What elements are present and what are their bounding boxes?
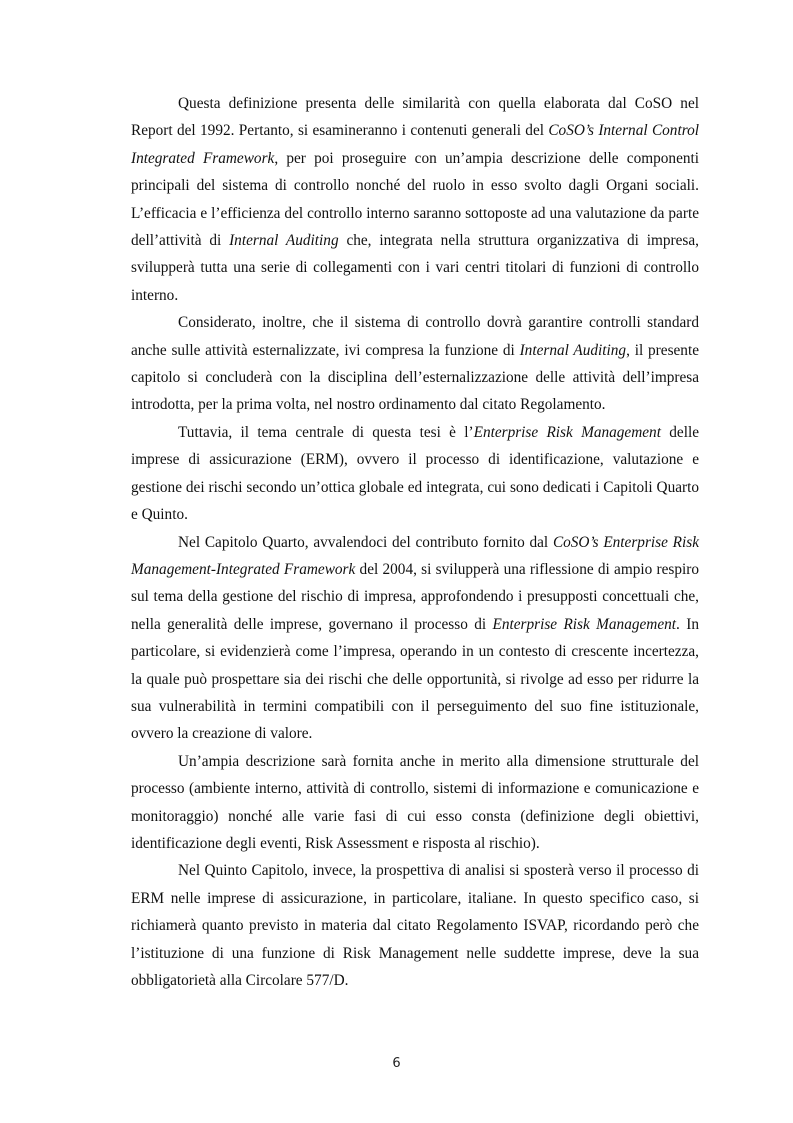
paragraph-text: , il presente capitolo si concluderà con la disciplina dell’esternalizzazione delle attività dell’impresa introdotta, per la prima volta, nel nostro ordinamento dal citato Regolamento. — [131, 341, 699, 414]
paragraph-text: delle imprese di assicurazione (ERM), ovvero il processo di identificazione, valutazione e gestione dei rischi secondo un’ottica globale ed integrata, cui sono dedicati i Capitoli Quarto e Quinto. — [131, 423, 699, 524]
paragraph-text: Questa definizione presenta delle similarità con quella elaborata dal CoSO nel Report del 1992. Pertanto, si esamineranno i contenuti generali del — [131, 95, 699, 140]
paragraph-1 — [131, 90, 699, 309]
paragraph-text: Un’ampia descrizione sarà fornita anche in merito alla dimensione strutturale del processo (ambiente interno, attività di controllo, sistemi di informazione e comunicazione e monitoraggio) nonché alle varie fasi di cui esso consta (definizione degli obiettivi, identificazione degli eventi, Risk Assessment e risposta al rischio). — [131, 752, 699, 852]
paragraph-text: . In particolare, si evidenzierà come l’impresa, operando in un contesto di crescente incertezza, la quale può prospettare sia dei rischi che delle opportunità, si rivolge ad esso per ridurre la sua vulnerabilità in termini compatibili con il perseguimento del suo fine istituzionale, ovvero la creazione di valore. — [131, 615, 699, 743]
paragraph-text: del 2004, si svilupperà una riflessione di ampio respiro sul tema della gestione del rischio di impresa, approfondendo i presupposti concettuali che, nella generalità delle imprese, governano il processo di — [131, 560, 700, 633]
paragraph-text-italic: Enterprise Risk Management — [473, 423, 661, 441]
paragraph-2 — [131, 309, 699, 419]
paragraph-text: Nel Quinto Capitolo, invece, la prospettiva di analisi si sposterà verso il processo di ERM nelle imprese di assicurazione, in particolare, italiane. In questo specifico caso, si richiamerà quanto previsto in materia dal citato Regolamento ISVAP, ricordando però che l’istituzione di una funzione di Risk Management nelle suddette imprese, deve la sua obbligatorietà alla Circolare 577/D. — [131, 862, 699, 989]
paragraph-text: Nel Capitolo Quarto, avvalendoci del contributo fornito dal — [178, 533, 553, 551]
paragraph-text-italic: CoSO’s Internal Control Integrated Framework — [131, 122, 699, 167]
paragraph-4 — [131, 529, 699, 748]
paragraph-text: che, integrata nella struttura organizzativa di impresa, svilupperà tutta una serie di collegamenti con i vari centri titolari di funzioni di controllo interno. — [131, 232, 699, 304]
paragraph-text-italic: CoSO’s Enterprise Risk Management-Integrated Framework — [131, 533, 699, 578]
paragraph-5 — [131, 748, 699, 858]
paragraph-text: Considerato, inoltre, che il sistema di controllo dovrà garantire controlli standard anche sulle attività esternalizzate, ivi compresa la funzione di — [131, 314, 699, 359]
paragraph-text-italic: Internal Auditing — [519, 341, 627, 359]
paragraph-3 — [131, 419, 699, 529]
paragraph-text: , per poi proseguire con un’ampia descrizione delle componenti principali del sistema di controllo nonché del ruolo in esso svolto dagli Organi sociali. L’efficacia e l’efficienza del controllo interno saranno sottoposte ad una valutazione da parte dell’attività di — [131, 149, 700, 250]
paragraph-text-italic: Enterprise Risk Management — [492, 615, 677, 633]
paragraph-text-italic: Internal Auditing — [229, 232, 339, 250]
paragraph-6 — [131, 857, 699, 994]
page-number: 6 — [392, 1056, 401, 1071]
paragraph-text: Tuttavia, il tema centrale di questa tesi è l’ — [178, 423, 474, 441]
document-body — [131, 90, 699, 994]
